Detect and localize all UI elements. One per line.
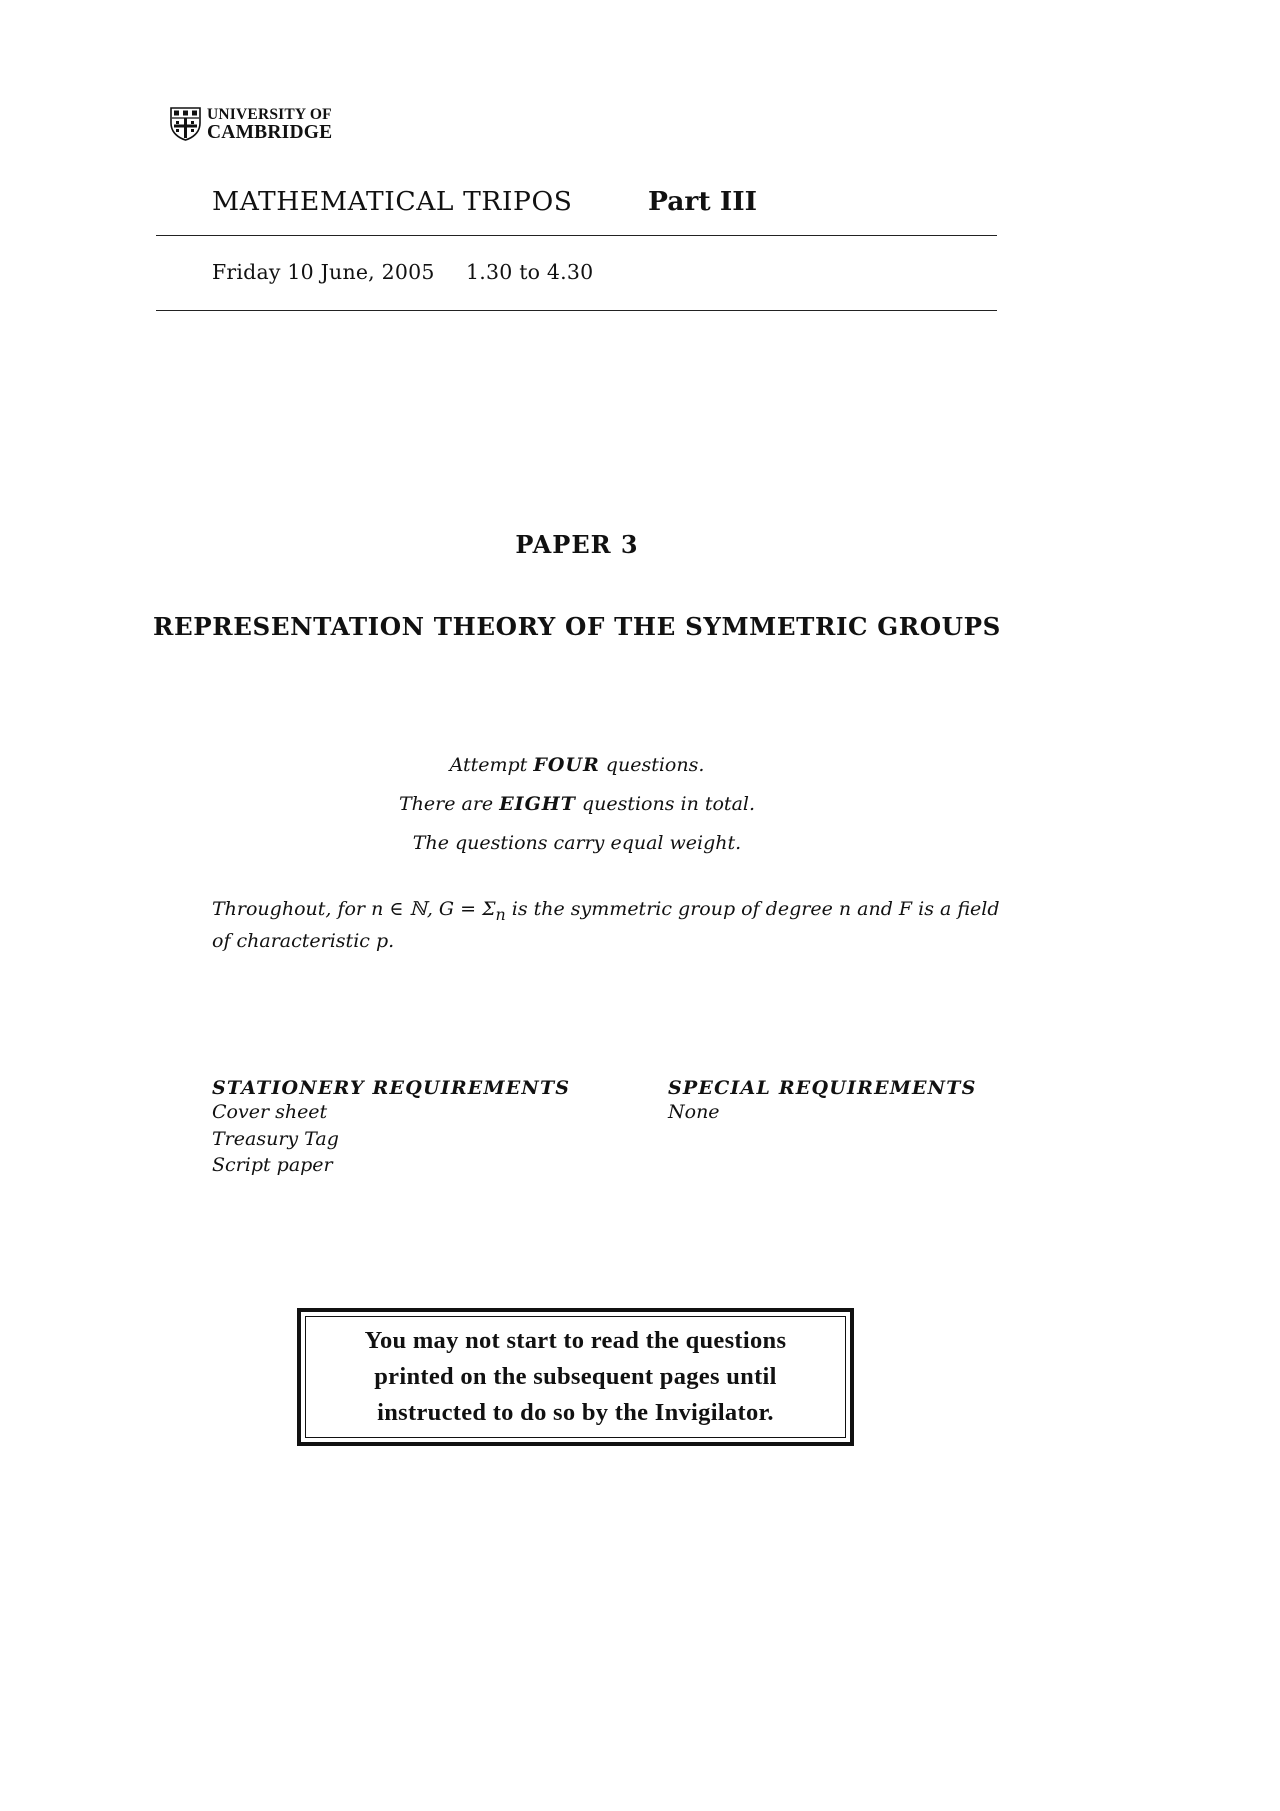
header-rule-bottom [156,310,997,311]
special-requirements [668,1077,977,1126]
exam-datetime [212,260,593,284]
exam-time: 1.30 to 4.30 [466,260,594,284]
exam-title: MATHEMATICAL TRIPOS [212,186,573,217]
logo-line-1: UNIVERSITY OF [207,106,332,123]
stationery-item: Treasury Tag [212,1127,339,1150]
header-rule-top [156,235,997,236]
stationery-requirements [212,1077,570,1179]
special-item: None [668,1101,720,1123]
instruction-attempt: Attempt FOUR questions. [449,754,705,776]
stationery-heading: STATIONERY REQUIREMENTS [212,1077,571,1099]
university-logo [170,106,332,142]
instruction-total: There are EIGHT questions in total. [398,793,756,815]
notice-inner-frame [305,1316,846,1438]
exam-date: Friday 10 June, 2005 [212,260,435,284]
stationery-item: Script paper [212,1154,333,1176]
cambridge-crest-icon [170,107,201,141]
logo-line-2: CAMBRIDGE [207,122,333,143]
notation-note: Throughout, for n ∈ ℕ, $G = \Sigma_n$ is the symmetric group of degree n and F is a field of characteristic p. [212,898,1000,952]
special-heading: SPECIAL REQUIREMENTS [668,1077,977,1099]
invigilator-notice-box [297,1308,854,1446]
paper-title: REPRESENTATION THEORY OF THE SYMMETRIC GROUPS [153,612,1001,641]
instruction-count-attempt: FOUR [533,754,600,776]
stationery-item: Cover sheet [212,1101,328,1123]
exam-part: Part III [648,186,758,217]
instruction-weight: The questions carry equal weight. [412,832,742,854]
paper-number: PAPER 3 [515,530,639,559]
invigilator-notice-text: You may not start to read the questions printed on the subsequent pages until instructed to do so by the Invigilator. [364,1327,787,1426]
instruction-count-total: EIGHT [499,793,576,815]
